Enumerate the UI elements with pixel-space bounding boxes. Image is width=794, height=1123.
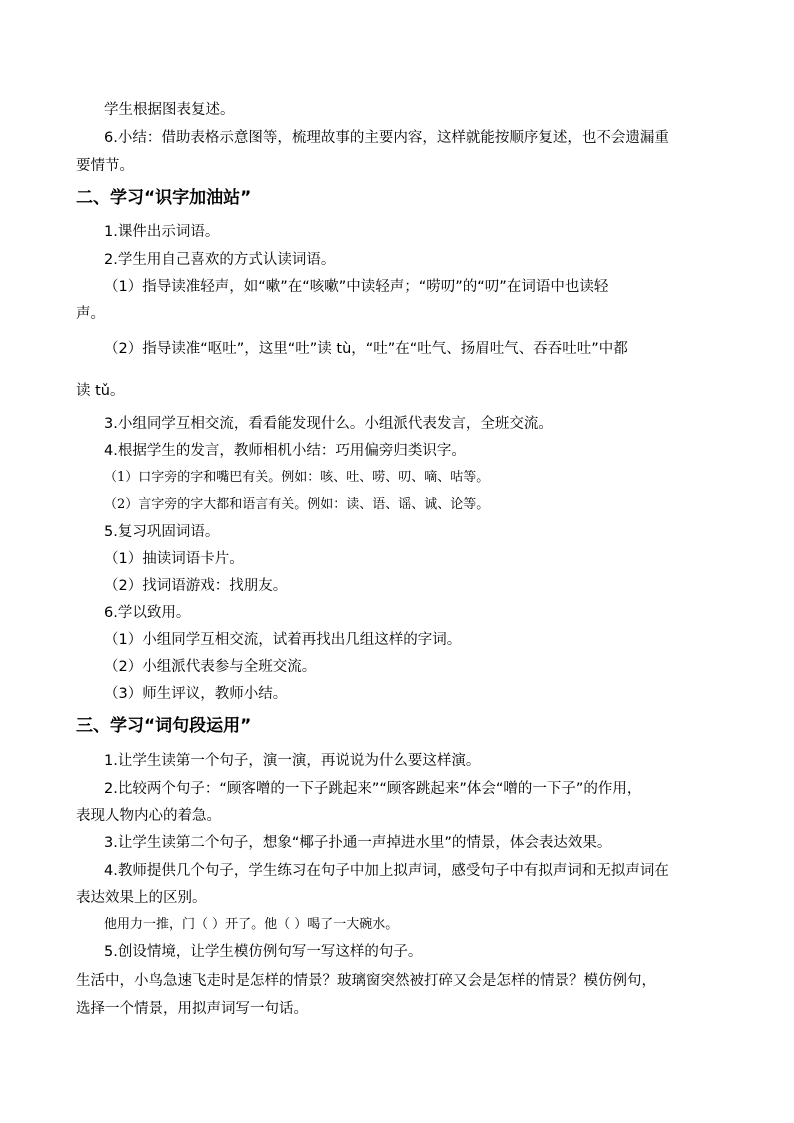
document-page: 学生根据图表复述。 6.小结：借助表格示意图等，梳理故事的主要内容，这样就能按顺序复述，也不会遗漏重 要情节。 二、学习“识字加油站” 1.课件出示词语。 2.学生用自己喜欢的方式认读词语。 （1）指导读准轻声，如“嗽”在“咳嗽”中读轻声；“唠叨”的“叨”在词语中也读轻 声。 （2）指导读准“呕吐”，这里“吐”读 tù，“吐”在“吐气、扬眉吐气、吞吞吐吐”中都 读 tǔ。 3.小组同学互相交流，看看能发现什么。小组派代表发言，全班交流。 4.根据学生的发言，教师相机小结：巧用偏旁归类识字。 （1）口字旁的字和嘴巴有关。例如：咳、吐、唠、叨、嘀、咕等。 （2）言字旁的字大都和语言有关。例如：读、语、谣、诚、论等。 5.复习巩固词语。 （1）抽读词语卡片。 （2）找词语游戏：找朋友。 6.学以致用。 （1）小组同学互相交流，试着再找出几组这样的字词。 （2）小组派代表参与全班交流。 （3）师生评议，教师小结。 三、学习“词句段运用” 1.让学生读第一个句子，演一演，再说说为什么要这样演。 2.比较两个句子：“顾客噌的一下子跳起来”“顾客跳起来”体会“噌的一下子”的作用， 表现人物内心的着急。 3.让学生读第二个句子，想象“椰子扑通一声掉进水里”的情景，体会表达效果。 4.教师提供几个句子，学生练习在句子中加上拟声词，感受句子中有拟声词和无拟声词在 表达效果上的区别。 他用力一推，门（ ）开了。他（ ）喝了一大碗水。 5.创设情境，让学生模仿例句写一写这样的句子。 生活中，小鸟急速飞走时是怎样的情景？玻璃窗突然被打碎又会是怎样的情景？模仿例句， 选择一个情景，用拟声词写一句话。 [76,102,669,1017]
